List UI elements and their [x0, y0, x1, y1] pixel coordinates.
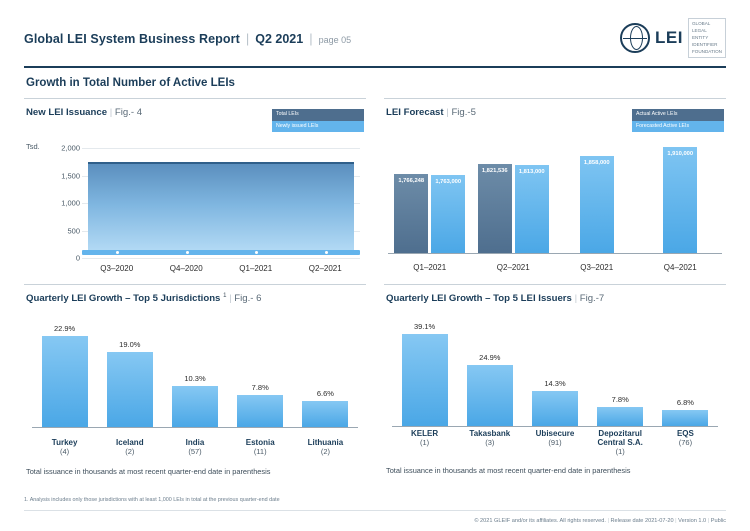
fig7-bar-value: 7.8% — [611, 394, 629, 404]
logo-sub-1: GLOBAL — [691, 21, 711, 26]
fig6-column — [32, 323, 97, 427]
logo-text: LEI — [655, 28, 683, 48]
fig7-bar-value: 6.8% — [676, 397, 694, 407]
upper-charts-row — [24, 98, 726, 274]
fig6-chart — [24, 313, 366, 463]
fig6-note: Total issuance in thousands at most recent quarter-end date in parenthesis — [26, 466, 271, 476]
fig4-plot-area — [82, 148, 360, 258]
fig7-xlabel-count: (76) — [678, 438, 693, 448]
fig5-legend-actual: Actual Active LEIs — [632, 109, 724, 120]
page-footnote: 1. Analysis includes only those jurisdictions with at least 1,000 LEIs in total at the previous quarter-end date — [24, 497, 280, 503]
fig6-xlabel-count: (11) — [253, 447, 267, 457]
fig7-xlabel — [457, 429, 522, 456]
fig4-xlabel: Q2–2021 — [308, 264, 342, 274]
fig6-bar — [237, 395, 283, 426]
fig6-bar — [302, 401, 348, 427]
fig6-column — [162, 323, 227, 427]
fig5-legend-forecast: Forecasted Active LEIs — [632, 121, 724, 132]
fig5-sep: | — [446, 107, 449, 119]
fig7-xlabel-count: (1) — [420, 438, 430, 448]
fig6-plot-area — [32, 323, 358, 427]
fig7-bar-value: 24.9% — [479, 353, 501, 363]
fig6-footnote-marker: 1 — [223, 293, 227, 300]
page-separator: | — [309, 30, 313, 46]
fig4-ytick-2000: 2,000 — [61, 143, 80, 153]
fig7-column — [653, 322, 718, 426]
fig7-xlabel-name: KELER — [411, 429, 439, 439]
logo-badge — [688, 18, 726, 58]
fig4-gridline — [82, 148, 360, 149]
page-header — [24, 0, 726, 64]
fig5-title: LEI Forecast — [386, 107, 444, 119]
fig4-xlabel: Q4–2020 — [169, 264, 203, 274]
logo-sub-3: ENTITY — [691, 34, 709, 40]
logo-sub-5: FOUNDATION — [691, 48, 722, 54]
fig7-xlabel-name: EQS — [676, 429, 694, 439]
logo-sub-4: IDENTIFIER — [691, 41, 718, 47]
fig6-xlabel-name: Turkey — [51, 438, 78, 448]
fig6-bar-value: 22.9% — [53, 324, 76, 334]
fig5-bar-forecast — [580, 156, 614, 255]
fig4-axis-line — [82, 258, 360, 259]
fig5-xlabel: Q3–2021 — [580, 263, 614, 273]
fig6-xlabel — [228, 438, 293, 456]
footer-sep: | — [675, 518, 677, 524]
fig4-ytick-1500: 1,500 — [61, 171, 80, 181]
fig7-xlabel-name: Ubisecure — [535, 429, 575, 439]
fig7-title: Quarterly LEI Growth – Top 5 LEI Issuers — [386, 293, 572, 305]
fig6-column — [293, 323, 358, 427]
fig7-axis-line — [392, 426, 718, 427]
fig6-xlabel-name: Lithuania — [307, 438, 344, 448]
fig4-y-axis — [46, 143, 80, 263]
panel-top-jurisdictions — [24, 284, 366, 475]
fig7-column — [457, 322, 522, 426]
fig6-xlabel — [97, 438, 162, 456]
fig4-y-axis-label: Tsd. — [26, 142, 40, 152]
fig7-xlabel — [522, 429, 587, 456]
fig4-ytick-0: 0 — [75, 253, 80, 263]
fig4-ytick-1000: 1,000 — [61, 198, 80, 208]
fig5-bar-actual — [478, 164, 512, 255]
fig4-sep: | — [109, 107, 113, 119]
footer-copyright: © 2021 GLEIF and/or its affiliates. All rights reserved. — [474, 518, 606, 524]
fig7-heading — [384, 285, 726, 306]
fig6-xlabel — [293, 438, 358, 456]
fig6-number: Fig.- 6 — [234, 293, 262, 305]
panel-new-lei-issuance — [24, 98, 366, 274]
fig7-xlabel-count: (1) — [615, 447, 625, 457]
fig4-ytick-500: 500 — [67, 226, 80, 236]
fig7-xlabel — [392, 429, 457, 456]
fig5-x-axis-labels — [388, 263, 722, 272]
fig6-column — [97, 323, 162, 427]
fig4-chart — [24, 124, 366, 274]
fig6-bar-value: 19.0% — [119, 339, 141, 349]
fig7-xlabel-count: (3) — [485, 438, 495, 448]
fig6-bar-value: 10.3% — [184, 374, 206, 384]
fig6-xlabel — [162, 438, 227, 456]
fig7-plot-area — [392, 322, 718, 426]
fig5-group-q3 — [555, 142, 639, 254]
footer-sep: | — [607, 518, 609, 524]
footer-sep: | — [707, 518, 710, 524]
fig7-bar — [532, 391, 578, 426]
fig5-bar-forecast — [515, 165, 549, 255]
fig6-xlabel-name: India — [185, 438, 205, 448]
fig5-group-q2 — [472, 142, 556, 254]
title-separator: | — [245, 30, 250, 46]
fig6-xlabel-count: (2) — [125, 447, 135, 457]
globe-icon — [620, 23, 650, 53]
fig5-bar-value: 1,766,248 — [398, 177, 425, 184]
fig5-axis-line — [388, 253, 722, 254]
fig5-xlabel: Q2–2021 — [496, 263, 530, 273]
fig6-bar-value: 6.6% — [316, 388, 334, 398]
fig4-xlabel: Q3–2020 — [100, 264, 134, 274]
panel-top-lei-issuers — [384, 284, 726, 475]
fig7-bar — [597, 407, 643, 427]
fig7-sep: | — [574, 293, 578, 305]
footer-release-date: Release date 2021-07-20 — [610, 518, 674, 524]
fig6-xlabel-name: Estonia — [245, 438, 275, 448]
fig5-bar-actual — [394, 174, 428, 255]
fig6-xlabel-count: (57) — [188, 447, 202, 457]
fig6-xlabel-count: (2) — [320, 447, 330, 457]
logo-subtext — [692, 21, 722, 55]
fig5-bar-value: 1,821,536 — [481, 167, 508, 174]
fig7-bar — [662, 410, 708, 427]
fig6-heading — [24, 285, 366, 306]
fig5-chart — [384, 124, 726, 274]
fig5-bar-value: 1,858,000 — [583, 159, 610, 166]
fig6-x-axis-labels — [32, 438, 358, 456]
fig4-xlabel: Q1–2021 — [239, 264, 273, 274]
fig7-bar — [467, 365, 513, 426]
fig4-newly-issued-line — [82, 250, 360, 255]
report-quarter: Q2 2021 — [255, 31, 304, 46]
report-title: Global LEI System Business Report — [24, 31, 240, 46]
fig4-x-axis-labels — [82, 264, 360, 273]
fig5-group-q1 — [388, 142, 472, 254]
gleif-logo — [620, 18, 726, 58]
header-title-group — [24, 31, 351, 46]
fig7-xlabel — [653, 429, 718, 456]
fig6-xlabel-count: (4) — [60, 447, 70, 457]
fig7-xlabel-name: Depozitarul Central S.A. — [597, 429, 643, 448]
fig6-sep: | — [229, 293, 232, 305]
fig6-xlabel — [32, 438, 97, 456]
page-footer — [474, 518, 726, 524]
fig6-xlabel-name: Iceland — [116, 438, 144, 448]
lower-charts-row — [24, 284, 726, 475]
fig5-plot-area — [388, 142, 722, 254]
fig6-axis-line — [32, 427, 358, 428]
fig5-bar-value: 1,813,000 — [518, 168, 545, 175]
fig4-total-leis-area — [88, 162, 355, 254]
fig7-column — [392, 322, 457, 426]
fig4-legend-total: Total LEIs — [272, 109, 364, 120]
fig7-bar-value: 39.1% — [413, 322, 436, 332]
fig5-bar-forecast — [663, 147, 697, 255]
fig5-group-q4 — [639, 142, 723, 254]
fig5-bar-value: 1,910,000 — [667, 150, 694, 157]
fig6-title: Quarterly LEI Growth – Top 5 Jurisdictions — [26, 293, 221, 305]
footer-classification: Public — [710, 518, 726, 524]
fig7-xlabel-name: Takasbank — [469, 429, 511, 439]
section-title: Growth in Total Number of Active LEIs — [26, 77, 235, 90]
page-number: page 05 — [318, 34, 352, 45]
fig6-bar-value: 7.8% — [251, 383, 269, 393]
fig7-xlabel-count: (91) — [548, 438, 562, 448]
fig7-x-axis-labels — [392, 429, 718, 456]
fig6-bar — [172, 386, 218, 427]
fig7-xlabel — [588, 429, 653, 456]
fig7-bar-value: 14.3% — [544, 379, 566, 389]
fig7-note: Total issuance in thousands at most recent quarter-end date in parenthesis — [386, 466, 631, 476]
fig7-column — [522, 322, 587, 426]
fig7-bar — [402, 334, 448, 426]
fig5-xlabel: Q4–2021 — [663, 263, 697, 273]
footer-version: Version 1.0 — [678, 518, 707, 524]
fig4-title: New LEI Issuance — [26, 107, 108, 119]
fig5-bar-forecast — [431, 175, 465, 255]
fig5-number: Fig.-5 — [451, 107, 476, 119]
fig7-number: Fig.-7 — [579, 293, 605, 305]
fig6-column — [228, 323, 293, 427]
logo-sub-2: LEGAL — [691, 27, 707, 33]
fig6-bar — [42, 336, 88, 426]
fig7-column — [588, 322, 653, 426]
fig4-legend-new: Newly issued LEIs — [272, 121, 364, 132]
fig5-xlabel: Q1–2021 — [413, 263, 447, 273]
fig6-bar — [107, 352, 153, 427]
footer-rule — [24, 510, 726, 511]
fig5-bar-value: 1,763,000 — [435, 178, 462, 185]
fig4-number: Fig.- 4 — [114, 107, 143, 119]
fig7-chart — [384, 312, 726, 462]
panel-lei-forecast — [384, 98, 726, 274]
